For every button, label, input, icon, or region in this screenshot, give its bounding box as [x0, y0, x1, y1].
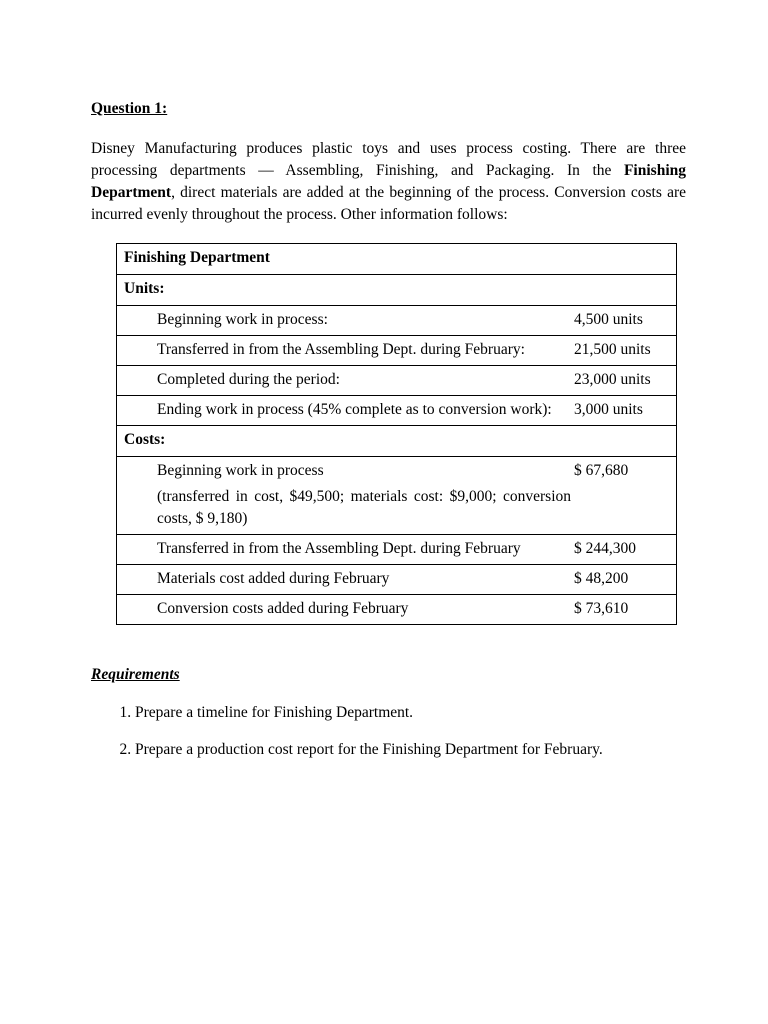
- costs-row-label: Conversion costs added during February: [157, 600, 409, 617]
- units-header: Units:: [117, 275, 677, 306]
- units-row-label: Transferred in from the Assembling Dept. during February:: [157, 341, 525, 358]
- question-heading: Question 1:: [91, 100, 168, 117]
- table-row: [117, 457, 677, 535]
- finishing-department-table: [116, 243, 677, 625]
- intro-text-1: Disney Manufacturing produces plastic toys and uses process costing. There are three processing departments — Assembling, Finishing, and Packaging. In the: [91, 140, 686, 179]
- costs-section-row: [117, 426, 677, 457]
- table-row: [117, 396, 677, 426]
- requirements-heading: Requirements: [91, 666, 180, 683]
- units-row-label: Ending work in process (45% complete as to conversion work):: [157, 401, 552, 418]
- units-row-value: 4,500 units: [574, 311, 643, 328]
- table-row: [117, 535, 677, 565]
- question-intro: [91, 138, 686, 226]
- costs-row-value: $ 244,300: [574, 540, 636, 557]
- costs-row-label: Materials cost added during February: [157, 570, 390, 587]
- table-row: [117, 565, 677, 595]
- list-item: 1. Prepare a timeline for Finishing Department.: [135, 702, 695, 724]
- units-row-label: Completed during the period:: [157, 371, 340, 388]
- intro-text-2: , direct materials are added at the beginning of the process. Conversion costs are incurred evenly throughout the process. Other information follows:: [91, 184, 686, 223]
- costs-row-label: Beginning work in process: [157, 462, 324, 479]
- units-row-label: Beginning work in process:: [157, 311, 328, 328]
- intro-bold-department: Finishing Department: [91, 162, 686, 201]
- table-row: [117, 366, 677, 396]
- table-row: [117, 595, 677, 625]
- table-title-row: [117, 244, 677, 275]
- costs-row-detail: (transferred in cost, $49,500; materials cost: $9,000; conversion costs, $ 9,180): [157, 488, 571, 527]
- units-row-value: 23,000 units: [574, 371, 651, 388]
- units-row-value: 3,000 units: [574, 401, 643, 418]
- costs-row-value: $ 67,680: [574, 462, 629, 479]
- table-row: [117, 336, 677, 366]
- table-row: [117, 306, 677, 336]
- units-section-row: [117, 275, 677, 306]
- list-item: 2. Prepare a production cost report for the Finishing Department for February.: [135, 739, 695, 761]
- requirements-list: [91, 702, 695, 776]
- costs-header: Costs:: [117, 426, 677, 457]
- costs-row-value: $ 48,200: [574, 570, 629, 587]
- document-page: [91, 98, 686, 758]
- costs-row-value: $ 73,610: [574, 600, 629, 617]
- units-row-value: 21,500 units: [574, 341, 651, 358]
- table-title: Finishing Department: [117, 244, 677, 275]
- costs-row-label: Transferred in from the Assembling Dept. during February: [157, 540, 521, 557]
